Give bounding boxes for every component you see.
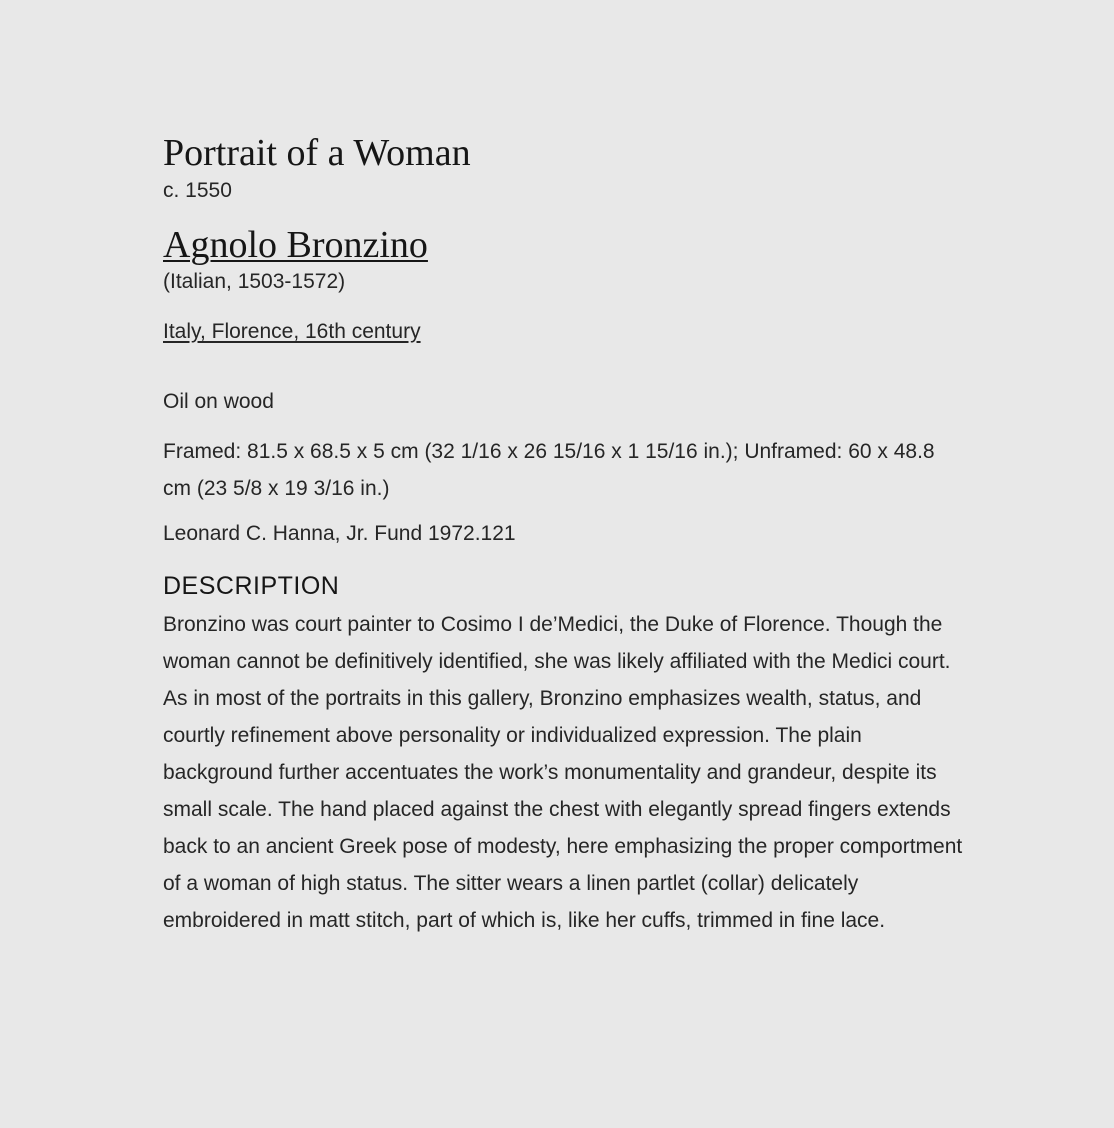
artwork-title: Portrait of a Woman [163, 132, 471, 174]
artwork-date: c. 1550 [163, 179, 232, 202]
medium: Oil on wood [163, 390, 274, 413]
dimensions: Framed: 81.5 x 68.5 x 5 cm (32 1/16 x 26 15/16 x 1 15/16 in.); Unframed: 60 x 48.8 cm (23 5/8 x 19 3/16 in.) [163, 440, 935, 500]
artwork-detail [163, 130, 973, 939]
artist-link[interactable]: Agnolo Bronzino [163, 224, 428, 266]
artist-nationality-dates: (Italian, 1503-1572) [163, 270, 346, 293]
description-heading: DESCRIPTION [163, 572, 340, 600]
culture-link[interactable]: Italy, Florence, 16th century [163, 320, 421, 343]
description-text: Bronzino was court painter to Cosimo I de’Medici, the Duke of Florence. Though the woman cannot be definitively identified, she was likely affiliated with the Medici court. As in most of the portraits in this gallery, Bronzino emphasizes wealth, status, and courtly refinement above personality or individualized expression. The plain background further accentuates the work’s monumentality and grandeur, despite its small scale. The hand placed against the chest with elegantly spread fingers extends back to an ancient Greek pose of modesty, here emphasizing the proper comportment of a woman of high status. The sitter wears a linen partlet (collar) delicately embroidered in matt stitch, part of which is, like her cuffs, trimmed in fine lace. [163, 613, 963, 932]
credit-line: Leonard C. Hanna, Jr. Fund 1972.121 [163, 522, 516, 545]
